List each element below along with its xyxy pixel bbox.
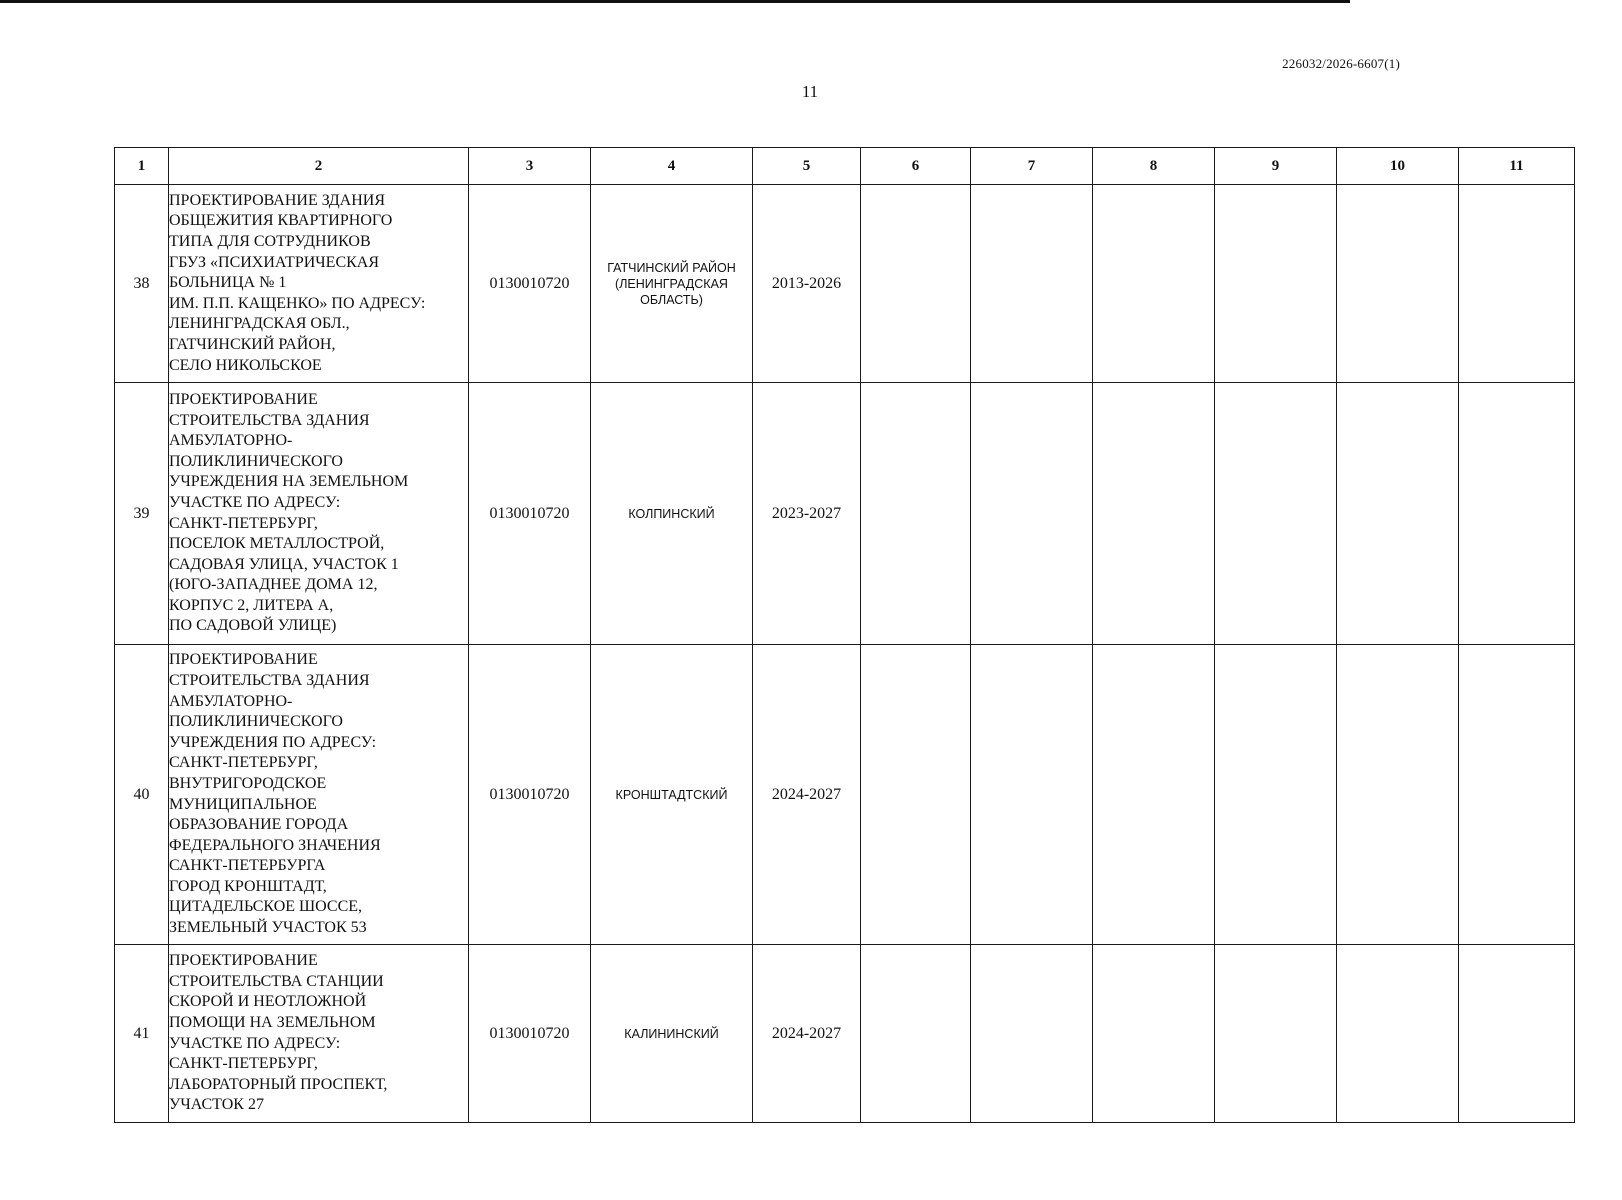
register-table — [114, 147, 1575, 1123]
period: 2013-2026 — [753, 185, 861, 383]
budget-code: 0130010720 — [469, 383, 591, 645]
column-header-4: 4 — [591, 148, 753, 185]
budget-code: 0130010720 — [469, 645, 591, 945]
column-header-2: 2 — [169, 148, 469, 185]
empty-cell — [1093, 645, 1215, 945]
period: 2024-2027 — [753, 945, 861, 1123]
empty-cell — [1459, 383, 1575, 645]
district: КОЛПИНСКИЙ — [591, 383, 753, 645]
table-row — [115, 645, 1575, 945]
object-name: ПРОЕКТИРОВАНИЕ ЗДАНИЯ ОБЩЕЖИТИЯ КВАРТИРНОГО ТИПА ДЛЯ СОТРУДНИКОВ ГБУЗ «ПСИХИАТРИЧЕСКАЯ БОЛЬНИЦА № 1 ИМ. П.П. КАЩЕНКО» ПО АДРЕСУ: ЛЕНИНГРАДСКАЯ ОБЛ., ГАТЧИНСКИЙ РАЙОН, СЕЛО НИКОЛЬСКОЕ — [169, 185, 469, 383]
table-header — [115, 148, 1575, 185]
empty-cell — [1459, 645, 1575, 945]
column-header-7: 7 — [971, 148, 1093, 185]
empty-cell — [861, 185, 971, 383]
table-row — [115, 185, 1575, 383]
empty-cell — [1337, 383, 1459, 645]
column-header-11: 11 — [1459, 148, 1575, 185]
empty-cell — [971, 645, 1093, 945]
row-number: 41 — [115, 945, 169, 1123]
empty-cell — [1215, 645, 1337, 945]
scan-top-edge — [0, 0, 1350, 3]
empty-cell — [971, 185, 1093, 383]
district: КАЛИНИНСКИЙ — [591, 945, 753, 1123]
object-name: ПРОЕКТИРОВАНИЕ СТРОИТЕЛЬСТВА СТАНЦИИ СКОРОЙ И НЕОТЛОЖНОЙ ПОМОЩИ НА ЗЕМЕЛЬНОМ УЧАСТКЕ ПО АДРЕСУ: САНКТ-ПЕТЕРБУРГ, ЛАБОРАТОРНЫЙ ПРОСПЕКТ, УЧАСТОК 27 — [169, 945, 469, 1123]
row-number: 39 — [115, 383, 169, 645]
period: 2023-2027 — [753, 383, 861, 645]
district: КРОНШТАДТСКИЙ — [591, 645, 753, 945]
page-number: 11 — [801, 82, 819, 101]
empty-cell — [1459, 185, 1575, 383]
empty-cell — [1215, 945, 1337, 1123]
column-header-9: 9 — [1215, 148, 1337, 185]
column-header-5: 5 — [753, 148, 861, 185]
row-number: 40 — [115, 645, 169, 945]
empty-cell — [1215, 185, 1337, 383]
budget-code: 0130010720 — [469, 945, 591, 1123]
object-name: ПРОЕКТИРОВАНИЕ СТРОИТЕЛЬСТВА ЗДАНИЯ АМБУЛАТОРНО- ПОЛИКЛИНИЧЕСКОГО УЧРЕЖДЕНИЯ НА ЗЕМЕЛЬНОМ УЧАСТКЕ ПО АДРЕСУ: САНКТ-ПЕТЕРБУРГ, ПОСЕЛОК МЕТАЛЛОСТРОЙ, САДОВАЯ УЛИЦА, УЧАСТОК 1 (ЮГО-ЗАПАДНЕЕ ДОМА 12, КОРПУС 2, ЛИТЕРА А, ПО САДОВОЙ УЛИЦЕ) — [169, 383, 469, 645]
column-header-10: 10 — [1337, 148, 1459, 185]
empty-cell — [1093, 945, 1215, 1123]
column-header-8: 8 — [1093, 148, 1215, 185]
object-name: ПРОЕКТИРОВАНИЕ СТРОИТЕЛЬСТВА ЗДАНИЯ АМБУЛАТОРНО- ПОЛИКЛИНИЧЕСКОГО УЧРЕЖДЕНИЯ ПО АДРЕСУ: САНКТ-ПЕТЕРБУРГ, ВНУТРИГОРОДСКОЕ МУНИЦИПАЛЬНОЕ ОБРАЗОВАНИЕ ГОРОДА ФЕДЕРАЛЬНОГО ЗНАЧЕНИЯ САНКТ-ПЕТЕРБУРГА ГОРОД КРОНШТАДТ, ЦИТАДЕЛЬСКОЕ ШОССЕ, ЗЕМЕЛЬНЫЙ УЧАСТОК 53 — [169, 645, 469, 945]
empty-cell — [971, 945, 1093, 1123]
empty-cell — [971, 383, 1093, 645]
table-row — [115, 383, 1575, 645]
period: 2024-2027 — [753, 645, 861, 945]
column-header-3: 3 — [469, 148, 591, 185]
document-number: 226032/2026-6607(1) — [1282, 56, 1400, 71]
empty-cell — [1337, 945, 1459, 1123]
table-body — [115, 185, 1575, 1123]
empty-cell — [861, 383, 971, 645]
column-header-1: 1 — [115, 148, 169, 185]
empty-cell — [861, 945, 971, 1123]
column-number-row — [115, 148, 1575, 185]
row-number: 38 — [115, 185, 169, 383]
empty-cell — [1337, 185, 1459, 383]
empty-cell — [1215, 383, 1337, 645]
empty-cell — [861, 645, 971, 945]
column-header-6: 6 — [861, 148, 971, 185]
budget-code: 0130010720 — [469, 185, 591, 383]
district: ГАТЧИНСКИЙ РАЙОН (ЛЕНИНГРАДСКАЯ ОБЛАСТЬ) — [591, 185, 753, 383]
table-row — [115, 945, 1575, 1123]
empty-cell — [1459, 945, 1575, 1123]
empty-cell — [1093, 185, 1215, 383]
empty-cell — [1093, 383, 1215, 645]
empty-cell — [1337, 645, 1459, 945]
